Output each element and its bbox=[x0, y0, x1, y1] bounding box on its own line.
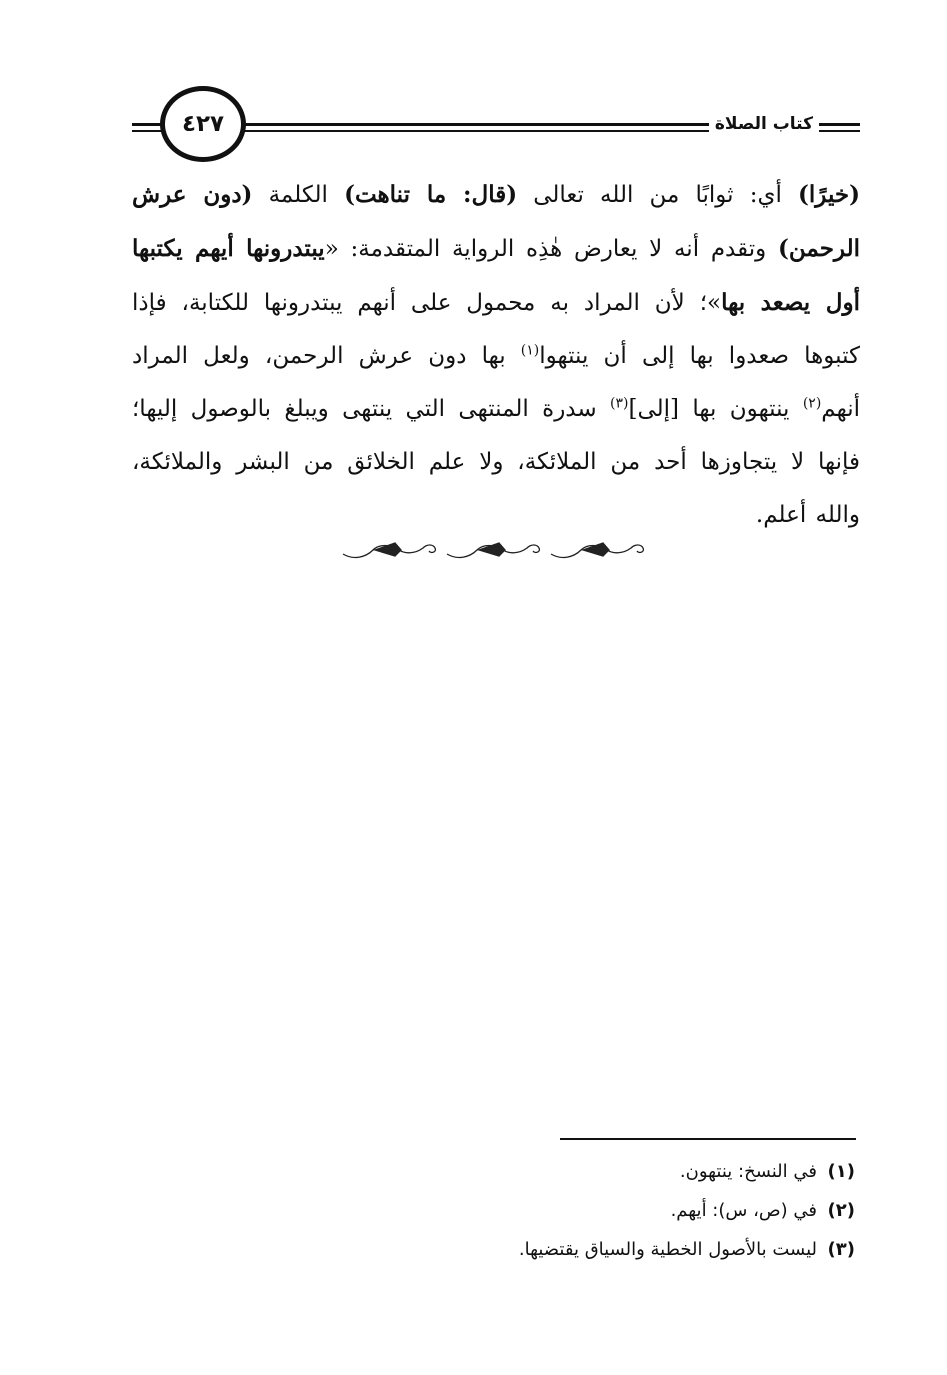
footnote-1 bbox=[295, 1152, 855, 1191]
commentary-text: وتقدم أنه لا يعارض هٰذِه الرواية المتقدمة: « bbox=[324, 236, 778, 262]
footnote-text: ليست بالأصول الخطية والسياق يقتضيها. bbox=[518, 1239, 817, 1260]
quoted-phrase: (دون عرش الرحمن) bbox=[132, 181, 860, 262]
commentary-text: الكلمة bbox=[252, 182, 345, 208]
footnote-marker[interactable]: (١) bbox=[520, 342, 540, 359]
footnote-2 bbox=[295, 1191, 855, 1230]
footnote-text: في (ص، س): أيهم. bbox=[670, 1200, 817, 1221]
commentary-text: سدرة المنتهى التي ينتهى ويبلغ بالوصول إليها؛ فإنها لا يتجاوزها أحد من الملائكة، ولا علم الخلائق من البشر والملائكة، والله أعلم. bbox=[132, 396, 860, 528]
footnote-marker[interactable]: (٢) bbox=[802, 395, 822, 412]
commentary-text: »؛ لأن المراد به محمول على أنهم يبتدرونها للكتابة، فإذا كتبوها صعدوا بها إلى أن ينتهوا bbox=[132, 290, 860, 369]
running-title: كتاب الصلاة bbox=[709, 114, 819, 134]
footnote-separator bbox=[560, 1138, 856, 1140]
quoted-phrase: يبتدرونها أيهم يكتبها أول يصعد بها bbox=[132, 235, 860, 316]
commentary-text: ينتهون بها [إلى] bbox=[628, 396, 803, 422]
ornament-flourish bbox=[551, 543, 643, 557]
footnote-number: (٢) bbox=[827, 1200, 855, 1221]
page-header bbox=[0, 0, 947, 160]
quoted-phrase: (خيرًا) bbox=[798, 181, 861, 208]
quoted-phrase: (قال: ما تناهت) bbox=[344, 181, 518, 208]
footnote-number: (١) bbox=[827, 1161, 855, 1182]
footnote-marker[interactable]: (٣) bbox=[610, 395, 629, 412]
main-text bbox=[132, 168, 860, 542]
footnote-number: (٣) bbox=[827, 1239, 855, 1260]
page-number: ٤٢٧ bbox=[181, 111, 225, 137]
page-number-circle bbox=[160, 86, 246, 162]
footnotes bbox=[295, 1152, 855, 1269]
footnote-text: في النسخ: ينتهون. bbox=[679, 1161, 817, 1182]
commentary-text: أي: ثوابًا من الله تعالى bbox=[517, 182, 798, 208]
footnote-3 bbox=[295, 1230, 855, 1269]
section-divider-ornament bbox=[339, 536, 651, 562]
commentary-text: بها دون عرش الرحمن، ولعل المراد أنهم bbox=[132, 343, 860, 422]
ornament-flourish bbox=[447, 543, 539, 557]
ornament-flourish bbox=[343, 543, 435, 557]
